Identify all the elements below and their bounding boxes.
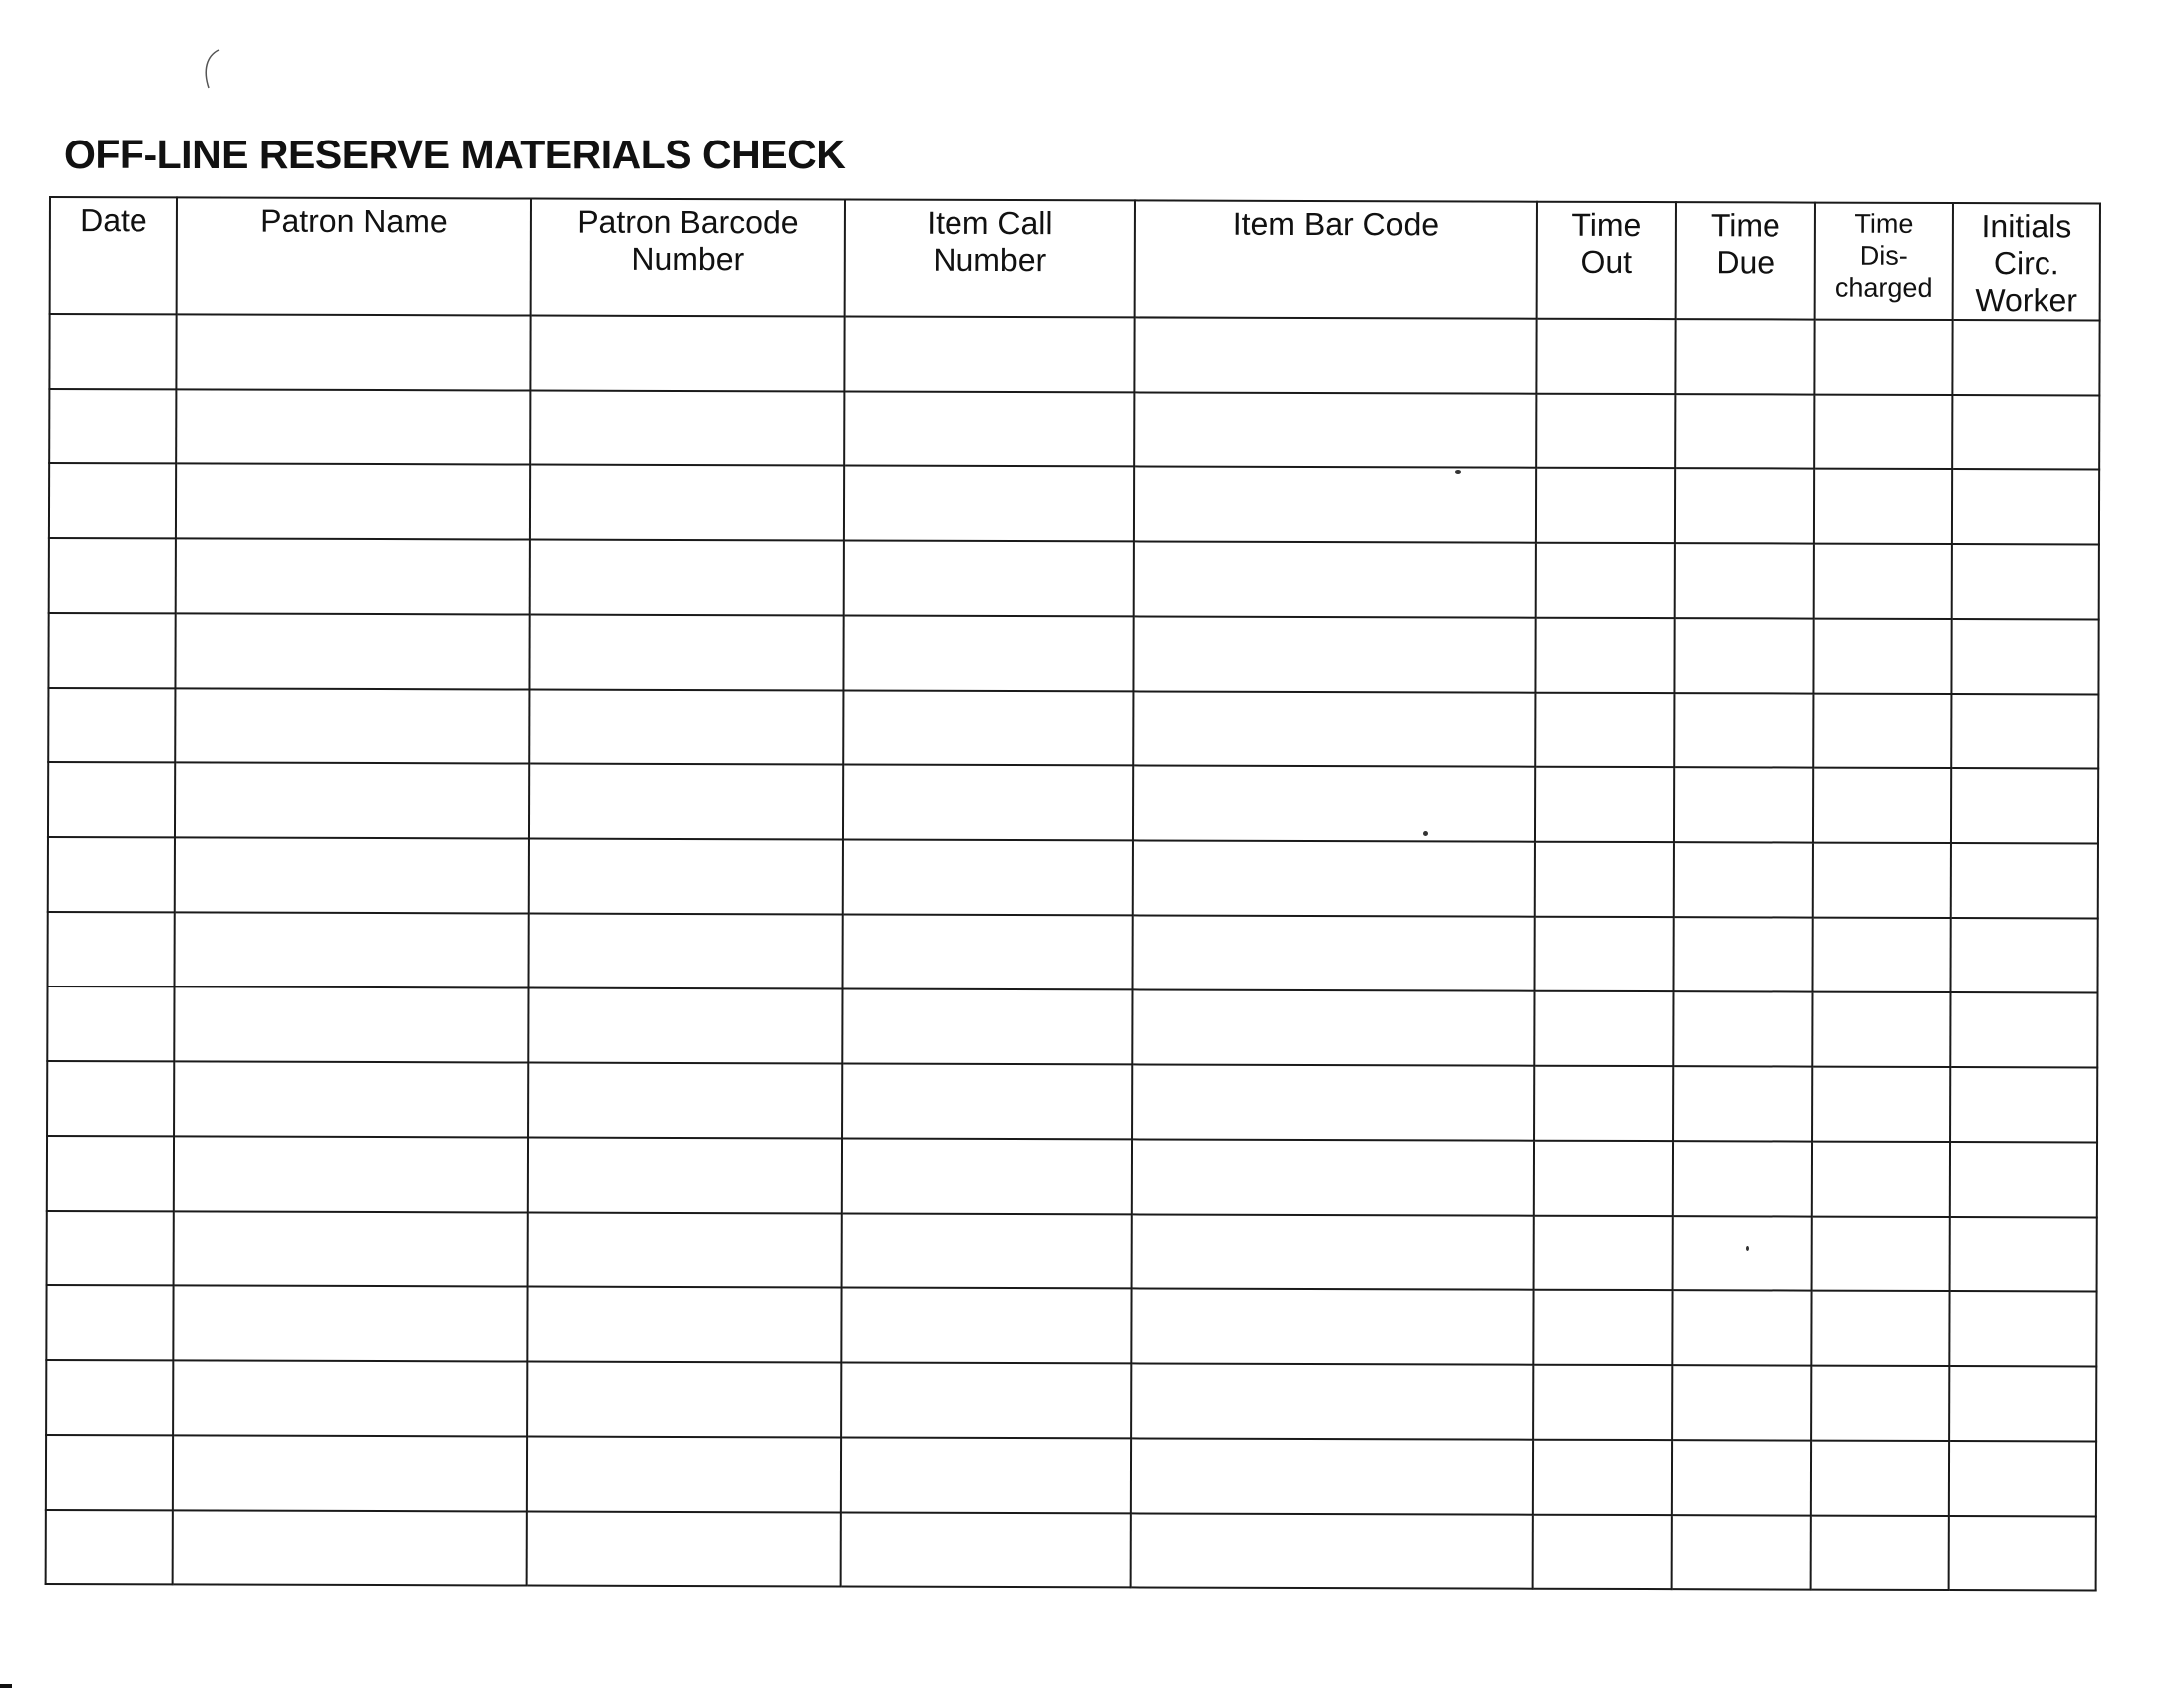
- cell-time-discharged[interactable]: [1811, 1291, 1949, 1366]
- cell-initials[interactable]: [1949, 1366, 2096, 1441]
- cell-date[interactable]: [49, 389, 176, 463]
- cell-date[interactable]: [46, 1285, 173, 1360]
- cell-time-discharged[interactable]: [1814, 469, 1952, 544]
- log-row: [46, 1510, 2096, 1590]
- log-row: [46, 1285, 2096, 1366]
- cell-time-due[interactable]: [1674, 618, 1813, 693]
- cell-date[interactable]: [48, 762, 175, 837]
- cell-initials[interactable]: [1952, 544, 2099, 619]
- cell-time-out[interactable]: [1533, 1440, 1672, 1515]
- cell-time-out[interactable]: [1535, 842, 1674, 917]
- cell-initials[interactable]: [1951, 619, 2098, 694]
- cell-patron-barcode[interactable]: [529, 914, 843, 989]
- cell-patron-barcode[interactable]: [527, 1287, 841, 1363]
- pen-mark: [199, 46, 229, 94]
- column-header-time-discharged: Time Dis- charged: [1815, 203, 1953, 320]
- cell-item-bar-code[interactable]: [1131, 1288, 1533, 1364]
- cell-time-out[interactable]: [1534, 1066, 1673, 1141]
- cell-time-due[interactable]: [1674, 767, 1813, 842]
- cell-patron-name[interactable]: [174, 986, 528, 1062]
- ink-speck: [1455, 470, 1461, 474]
- column-header-patron-barcode: Patron Barcode Number: [531, 199, 845, 317]
- cell-time-out[interactable]: [1535, 693, 1674, 767]
- cell-item-bar-code[interactable]: [1133, 840, 1535, 916]
- cell-item-bar-code[interactable]: [1134, 541, 1536, 617]
- log-row: [48, 762, 2098, 843]
- cell-patron-name[interactable]: [175, 837, 529, 913]
- cell-item-call[interactable]: [843, 691, 1133, 766]
- cell-time-due[interactable]: [1674, 842, 1813, 917]
- cell-initials[interactable]: [1951, 694, 2098, 768]
- cell-initials[interactable]: [1951, 843, 2098, 918]
- cell-date[interactable]: [47, 986, 174, 1061]
- cell-initials[interactable]: [1951, 768, 2098, 843]
- cell-date[interactable]: [48, 613, 175, 688]
- cell-item-call[interactable]: [842, 1214, 1132, 1289]
- column-header-date: Date: [50, 197, 177, 314]
- cell-initials[interactable]: [1950, 1142, 2097, 1217]
- cell-patron-name[interactable]: [173, 1510, 527, 1585]
- form-title: OFF-LINE RESERVE MATERIALS CHECK: [64, 132, 846, 177]
- cell-item-bar-code[interactable]: [1133, 616, 1535, 692]
- log-row: [47, 1136, 2097, 1217]
- log-row: [49, 314, 2099, 395]
- cell-item-call[interactable]: [842, 1064, 1132, 1140]
- cell-time-discharged[interactable]: [1814, 544, 1952, 619]
- cell-initials[interactable]: [1952, 320, 2099, 395]
- cell-time-out[interactable]: [1536, 468, 1675, 543]
- cell-initials[interactable]: [1950, 918, 2097, 992]
- cell-time-discharged[interactable]: [1814, 395, 1952, 469]
- cell-item-bar-code[interactable]: [1134, 317, 1536, 393]
- cell-initials[interactable]: [1952, 395, 2099, 469]
- cell-patron-name[interactable]: [174, 1136, 528, 1212]
- cell-time-out[interactable]: [1534, 1216, 1673, 1290]
- column-header-item-bar-code: Item Bar Code: [1135, 200, 1537, 318]
- cell-patron-name[interactable]: [173, 1435, 527, 1511]
- cell-patron-barcode[interactable]: [529, 615, 843, 691]
- cell-item-call[interactable]: [841, 1363, 1131, 1439]
- cell-item-call[interactable]: [841, 1513, 1131, 1588]
- cell-patron-barcode[interactable]: [529, 690, 843, 765]
- cell-time-discharged[interactable]: [1812, 1067, 1950, 1142]
- cell-time-due[interactable]: [1674, 693, 1813, 767]
- cell-initials[interactable]: [1949, 1441, 2096, 1516]
- cell-item-call[interactable]: [843, 765, 1133, 841]
- cell-initials[interactable]: [1950, 1067, 2097, 1142]
- cell-date[interactable]: [49, 463, 176, 538]
- edge-mark: [0, 1684, 12, 1688]
- cell-time-out[interactable]: [1533, 1365, 1672, 1440]
- cell-date[interactable]: [48, 912, 175, 986]
- cell-patron-barcode[interactable]: [530, 391, 844, 466]
- log-row: [48, 613, 2098, 694]
- cell-patron-name[interactable]: [176, 389, 530, 464]
- cell-time-due[interactable]: [1674, 917, 1813, 991]
- cell-time-out[interactable]: [1536, 543, 1675, 618]
- cell-time-out[interactable]: [1534, 991, 1673, 1066]
- column-header-time-due: Time Due: [1676, 202, 1815, 319]
- log-row: [48, 688, 2098, 768]
- cell-item-bar-code[interactable]: [1131, 1363, 1533, 1439]
- cell-item-bar-code[interactable]: [1133, 691, 1535, 766]
- log-row: [46, 1360, 2096, 1441]
- column-header-initials: Initials Circ. Worker: [1953, 203, 2100, 320]
- cell-time-discharged[interactable]: [1812, 1142, 1950, 1217]
- cell-time-due[interactable]: [1672, 1515, 1811, 1589]
- cell-patron-name[interactable]: [176, 538, 530, 614]
- cell-item-call[interactable]: [844, 466, 1134, 542]
- log-row: [47, 1211, 2097, 1291]
- cell-item-bar-code[interactable]: [1132, 989, 1534, 1065]
- cell-patron-barcode[interactable]: [530, 465, 844, 541]
- cell-time-out[interactable]: [1535, 618, 1674, 693]
- cell-date[interactable]: [46, 1360, 173, 1435]
- cell-patron-barcode[interactable]: [528, 1213, 842, 1288]
- cell-time-out[interactable]: [1534, 1141, 1673, 1216]
- cell-date[interactable]: [49, 314, 176, 389]
- reserve-log-table: [45, 196, 2101, 1591]
- cell-item-bar-code[interactable]: [1132, 1139, 1534, 1215]
- cell-item-call[interactable]: [844, 317, 1134, 393]
- cell-initials[interactable]: [1950, 992, 2097, 1067]
- cell-date[interactable]: [46, 1510, 173, 1584]
- cell-time-discharged[interactable]: [1813, 918, 1951, 992]
- cell-item-bar-code[interactable]: [1131, 1438, 1533, 1514]
- log-row: [49, 389, 2099, 469]
- cell-date[interactable]: [49, 538, 176, 613]
- cell-item-call[interactable]: [843, 915, 1133, 990]
- cell-patron-barcode[interactable]: [530, 316, 844, 392]
- cell-time-due[interactable]: [1672, 1440, 1811, 1515]
- cell-item-bar-code[interactable]: [1133, 915, 1535, 990]
- cell-initials[interactable]: [1952, 469, 2099, 544]
- cell-patron-name[interactable]: [176, 314, 530, 390]
- cell-time-due[interactable]: [1673, 1066, 1812, 1141]
- cell-item-bar-code[interactable]: [1131, 1513, 1533, 1588]
- column-header-item-call-number: Item Call Number: [845, 200, 1135, 318]
- cell-patron-barcode[interactable]: [530, 540, 844, 616]
- cell-time-discharged[interactable]: [1811, 1516, 1949, 1590]
- cell-patron-name[interactable]: [174, 1211, 528, 1286]
- cell-date[interactable]: [48, 837, 175, 912]
- cell-time-out[interactable]: [1535, 917, 1674, 991]
- cell-time-due[interactable]: [1673, 1216, 1812, 1290]
- cell-time-discharged[interactable]: [1812, 992, 1950, 1067]
- cell-time-due[interactable]: [1675, 394, 1814, 468]
- cell-item-call[interactable]: [842, 989, 1132, 1065]
- cell-item-bar-code[interactable]: [1132, 1064, 1534, 1140]
- cell-patron-name[interactable]: [174, 1061, 528, 1137]
- cell-patron-name[interactable]: [175, 912, 529, 987]
- cell-time-discharged[interactable]: [1813, 619, 1951, 694]
- cell-time-out[interactable]: [1533, 1290, 1672, 1365]
- log-row: [47, 986, 2097, 1067]
- cell-patron-barcode[interactable]: [527, 1437, 841, 1513]
- cell-item-call[interactable]: [844, 541, 1134, 617]
- cell-patron-name[interactable]: [176, 463, 530, 539]
- cell-time-discharged[interactable]: [1813, 843, 1951, 918]
- cell-patron-barcode[interactable]: [527, 1362, 841, 1438]
- column-header-time-out: Time Out: [1537, 202, 1676, 319]
- log-row: [49, 463, 2099, 544]
- cell-initials[interactable]: [1949, 1516, 2096, 1590]
- cell-item-call[interactable]: [841, 1438, 1131, 1514]
- header-row: [50, 197, 2100, 320]
- cell-item-call[interactable]: [843, 616, 1133, 692]
- cell-patron-barcode[interactable]: [528, 1063, 842, 1139]
- cell-item-bar-code[interactable]: [1132, 1214, 1534, 1289]
- cell-date[interactable]: [48, 688, 175, 762]
- cell-initials[interactable]: [1949, 1291, 2096, 1366]
- cell-item-bar-code[interactable]: [1133, 765, 1535, 841]
- cell-date[interactable]: [46, 1435, 173, 1510]
- cell-item-bar-code[interactable]: [1134, 392, 1536, 467]
- cell-patron-barcode[interactable]: [529, 764, 843, 840]
- cell-patron-barcode[interactable]: [527, 1512, 841, 1587]
- ink-speck: [1746, 1246, 1749, 1251]
- cell-time-discharged[interactable]: [1811, 1366, 1949, 1441]
- cell-patron-name[interactable]: [173, 1360, 527, 1436]
- cell-time-due[interactable]: [1673, 1141, 1812, 1216]
- cell-patron-name[interactable]: [173, 1285, 527, 1361]
- log-row: [49, 538, 2099, 619]
- log-row: [48, 912, 2098, 992]
- cell-time-out[interactable]: [1536, 394, 1675, 468]
- cell-time-due[interactable]: [1672, 1290, 1811, 1365]
- cell-time-discharged[interactable]: [1813, 768, 1951, 843]
- cell-time-discharged[interactable]: [1812, 1217, 1950, 1291]
- log-row: [48, 837, 2098, 918]
- cell-item-call[interactable]: [841, 1288, 1131, 1364]
- cell-date[interactable]: [47, 1211, 174, 1285]
- cell-patron-name[interactable]: [175, 762, 529, 838]
- cell-time-due[interactable]: [1672, 1365, 1811, 1440]
- cell-patron-name[interactable]: [175, 613, 529, 689]
- cell-date[interactable]: [47, 1136, 174, 1211]
- cell-patron-barcode[interactable]: [528, 1138, 842, 1214]
- cell-item-call[interactable]: [843, 840, 1133, 916]
- cell-patron-barcode[interactable]: [528, 988, 842, 1064]
- cell-item-call[interactable]: [842, 1139, 1132, 1215]
- cell-patron-name[interactable]: [175, 688, 529, 763]
- ink-speck: [1423, 831, 1428, 836]
- cell-initials[interactable]: [1950, 1217, 2097, 1291]
- cell-item-call[interactable]: [844, 392, 1134, 467]
- log-row: [47, 1061, 2097, 1142]
- cell-time-due[interactable]: [1675, 543, 1814, 618]
- cell-time-discharged[interactable]: [1811, 1441, 1949, 1516]
- cell-time-due[interactable]: [1673, 991, 1812, 1066]
- cell-item-bar-code[interactable]: [1134, 466, 1536, 542]
- cell-time-out[interactable]: [1536, 319, 1675, 394]
- log-row: [46, 1435, 2096, 1516]
- cell-date[interactable]: [47, 1061, 174, 1136]
- cell-time-out[interactable]: [1535, 767, 1674, 842]
- cell-time-due[interactable]: [1675, 319, 1814, 394]
- column-header-patron-name: Patron Name: [177, 197, 531, 315]
- cell-time-discharged[interactable]: [1813, 694, 1951, 768]
- cell-time-due[interactable]: [1675, 468, 1814, 543]
- cell-patron-barcode[interactable]: [529, 839, 843, 915]
- cell-time-discharged[interactable]: [1814, 320, 1952, 395]
- cell-time-out[interactable]: [1533, 1515, 1672, 1589]
- log-body: [46, 314, 2100, 1590]
